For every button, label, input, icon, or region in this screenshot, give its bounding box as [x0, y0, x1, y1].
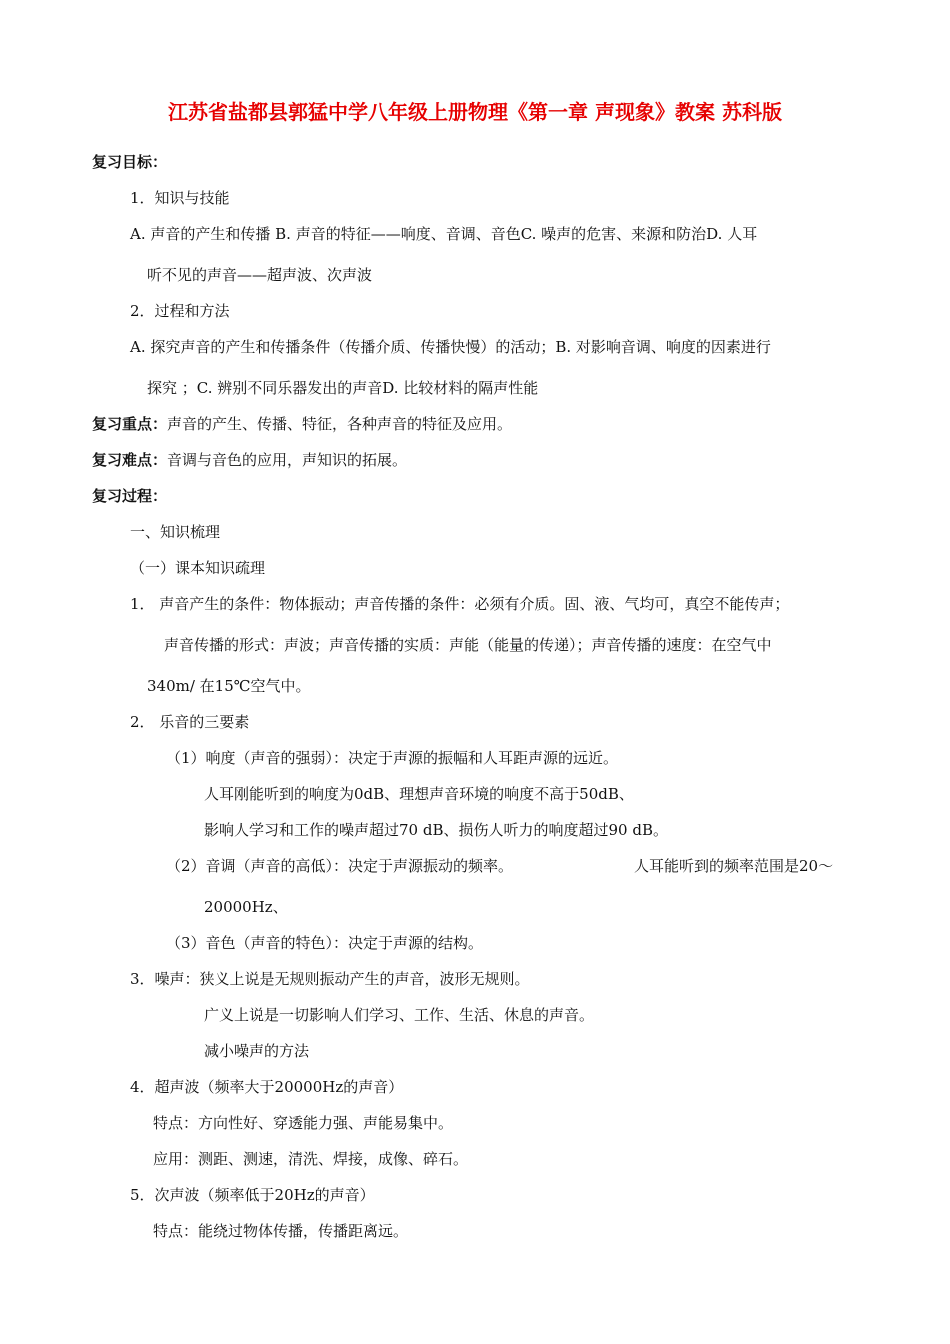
difficulty-row: [92, 450, 407, 470]
point-3-a: 广义上说是一切影响人们学习、工作、生活、休息的声音。: [204, 1006, 595, 1024]
point-4: 4．超声波（频率大于20000Hz的声音）: [130, 1078, 404, 1096]
goals-item-1: 1．知识与技能: [130, 189, 230, 207]
point-2-a-2: 影响人学习和工作的噪声超过70 dB、损伤人听力的响度超过90 dB。: [204, 821, 668, 839]
point-4-a: 特点：方向性好、穿透能力强、声能易集中。: [153, 1114, 454, 1132]
page-title: 江苏省盐都县郭猛中学八年级上册物理《第一章 声现象》教案 苏科版: [168, 100, 782, 124]
difficulty-text: 音调与音色的应用，声知识的拓展。: [167, 451, 408, 469]
subsection-1: （一）课本知识疏理: [130, 559, 266, 577]
point-1-line-1: 1． 声音产生的条件：物体振动；声音传播的条件：必须有介质。固、液、气均可，真空不能传声；: [130, 595, 790, 613]
point-2-a: （1）响度（声音的强弱）：决定于声源的振幅和人耳距声源的远近。: [166, 749, 619, 767]
focus-row: [92, 414, 512, 434]
point-2-b-right: 人耳能听到的频率范围是20～: [634, 857, 834, 875]
point-1-line-3: 340m/ 在15℃空气中。: [147, 677, 311, 695]
point-3-b: 减小噪声的方法: [204, 1042, 310, 1060]
goals-heading: 复习目标：: [92, 153, 168, 171]
goals-item-1-line-2: 听不见的声音——超声波、次声波: [147, 266, 373, 284]
section-1: 一、知识梳理: [130, 523, 221, 541]
focus-text: 声音的产生、传播、特征，各种声音的特征及应用。: [167, 415, 513, 433]
goals-item-2-line-1: A. 探究声音的产生和传播条件（传播介质、传播快慢）的活动；B. 对影响音调、响度的因素进行: [130, 338, 771, 356]
process-heading: 复习过程：: [92, 487, 168, 505]
difficulty-label: 复习难点：: [92, 451, 168, 469]
point-2-c: （3）音色（声音的特色）：决定于声源的结构。: [166, 934, 484, 952]
point-2-b: （2）音调（声音的高低）：决定于声源振动的频率。: [166, 857, 514, 875]
point-1-line-2: 声音传播的形式：声波；声音传播的实质：声能（能量的传递）；声音传播的速度：在空气中: [164, 636, 772, 654]
point-5: 5．次声波（频率低于20Hz的声音）: [130, 1186, 375, 1204]
point-4-b: 应用：测距、测速，清洗、焊接，成像、碎石。: [153, 1150, 469, 1168]
goals-item-2-line-2: 探究 ；C. 辨别不同乐器发出的声音D. 比较材料的隔声性能: [147, 379, 539, 397]
goals-item-2: 2．过程和方法: [130, 302, 230, 320]
point-2: 2． 乐音的三要素: [130, 713, 250, 731]
point-2-a-1: 人耳刚能听到的响度为0dB、理想声音环境的响度不高于50dB、: [204, 785, 634, 803]
goals-item-1-line-1: A. 声音的产生和传播 B. 声音的特征——响度、音调、音色C. 噪声的危害、来源和防治D. 人耳: [130, 225, 758, 243]
point-3: 3．噪声：狭义上说是无规则振动产生的声音，波形无规则。: [130, 970, 530, 988]
point-5-a: 特点：能绕过物体传播，传播距离远。: [153, 1222, 409, 1240]
focus-label: 复习重点：: [92, 415, 168, 433]
point-2-b-2: 20000Hz、: [204, 898, 288, 916]
